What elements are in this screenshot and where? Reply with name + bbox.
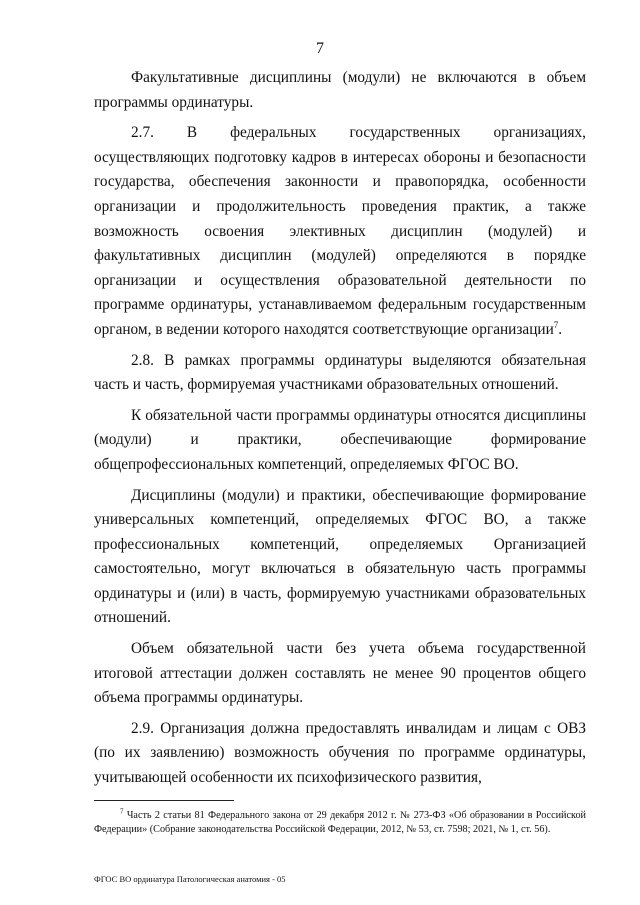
page-footer: ФГОС ВО ординатура Патологическая анатомия - 05 (94, 874, 286, 884)
footnote (94, 809, 586, 837)
paragraph-2-7-text: 2.7. В федеральных государственных организациях, осуществляющих подготовку кадров в интересах обороны и безопасности государства, обеспечения законности и правопорядка, особенности организации и продолжительность проведения практик, а также возможность освоения элективных дисциплин (модулей) и факультативных дисциплин (модулей) определяются в порядке организации и осуществления образовательной деятельности по программе ординатуры, устанавливаемом федеральным государственным органом, в ведении которого находятся соответствующие организации (94, 124, 586, 338)
paragraph-mandatory-part: К обязательной части программы ординатуры относятся дисциплины (модули) и практики, обеспечивающие формирование общепрофессиональных компетенций, определяемых ФГОС ВО. (94, 406, 586, 473)
paragraph-2-7-tail: . (558, 320, 563, 338)
paragraph-mandatory-volume: Объем обязательной части без учета объема государственной итоговой аттестации должен составлять не менее 90 процентов общего объема программы ординатуры. (94, 640, 586, 707)
footnote-marker: 7 (120, 807, 124, 816)
footnote-reference: 7 (553, 319, 559, 330)
paragraph-universal-competencies: Дисциплины (модули) и практики, обеспечивающие формирование универсальных компетенций, определяемых ФГОС ВО, а также профессиональных компетенций, определяемых Организацией самостоятельно, могут включаться в обязательную часть программы ординатуры и (или) в часть, формируемую участниками образовательных отношений. (94, 486, 586, 627)
paragraph-optional-disciplines: Факультативные дисциплины (модули) не включаются в объем программы ординатуры. (94, 69, 586, 111)
paragraph-2-8: 2.8. В рамках программы ординатуры выделяются обязательная часть и часть, формируемая участниками образовательных отношений. (94, 351, 586, 394)
paragraph-2-7 (94, 121, 586, 342)
page-number: 7 (316, 40, 324, 57)
body-text (94, 66, 586, 797)
footnote-separator (94, 800, 234, 801)
footnote-text: Часть 2 статьи 81 Федерального закона от 29 декабря 2012 г. № 273-ФЗ «Об образовании в Российской Федерации» (Собрание законодательства Российской Федерации, 2012, № 53, ст. 7598; 2021, № 1, ст. 56). (94, 810, 586, 835)
paragraph-2-9: 2.9. Организация должна предоставлять инвалидам и лицам с ОВЗ (по их заявлению) возможность обучения по программе ординатуры, учитывающей особенности их психофизического развития, (94, 719, 586, 787)
